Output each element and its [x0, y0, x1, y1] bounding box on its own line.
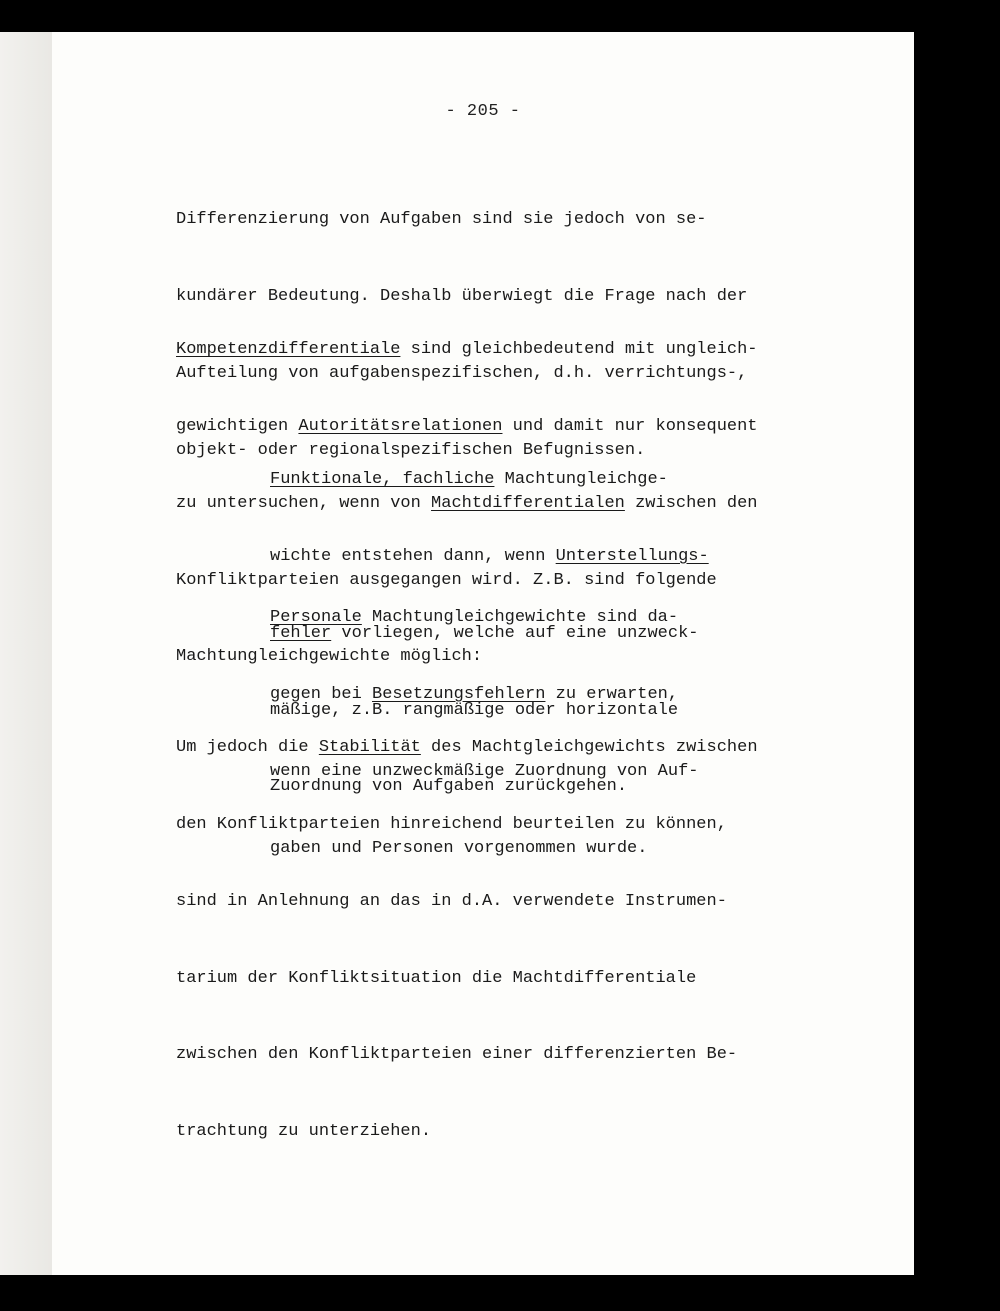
- text-line: kundärer Bedeutung. Deshalb überwiegt die Frage nach der: [176, 286, 748, 306]
- text-fragment: wichte entstehen dann, wenn: [270, 546, 556, 566]
- text-line: Zuordnung von Aufgaben zurückgehen.: [270, 777, 628, 797]
- underlined-term: Unterstellungs-: [555, 546, 709, 566]
- text-line: objekt- oder regionalspezifischen Befugnissen.: [176, 440, 646, 460]
- text-fragment: sind gleichbedeutend mit ungleich-: [400, 340, 758, 360]
- text-line: den Konfliktparteien hinreichend beurteilen zu können,: [176, 814, 727, 834]
- text-fragment: Um jedoch die: [176, 738, 319, 758]
- text-line: trachtung zu unterziehen.: [176, 1122, 432, 1142]
- text-fragment: gewichtigen: [176, 416, 299, 436]
- text-line: sind in Anlehnung an das in d.A. verwendete Instrumen-: [176, 891, 727, 911]
- text-fragment: zu untersuchen, wenn von: [176, 493, 432, 513]
- underlined-term: Autoritätsrelationen: [298, 416, 503, 436]
- text-line: wenn eine unzweckmäßige Zuordnung von Auf-: [270, 761, 699, 781]
- text-line: gaben und Personen vorgenommen wurde.: [270, 838, 648, 858]
- underlined-term: Machtdifferentialen: [431, 493, 625, 513]
- text-line: Konfliktparteien ausgegangen wird. Z.B. sind folgende: [176, 570, 717, 590]
- underlined-term: Besetzungsfehlern: [372, 684, 546, 704]
- text-fragment: des Machtgleichgewichts zwischen: [420, 738, 758, 758]
- underlined-term: Kompetenzdifferentiale: [176, 340, 401, 360]
- text-line: mäßige, z.B. rangmäßige oder horizontale: [270, 700, 679, 720]
- text-line: Machtungleichgewichte möglich:: [176, 647, 483, 667]
- text-fragment: vorliegen, welche auf eine unzweck-: [331, 623, 699, 643]
- text-line: [270, 605, 698, 631]
- text-fragment: zwischen den: [624, 493, 758, 513]
- underlined-term: Personale: [270, 608, 362, 628]
- text-line: Aufteilung von aufgabenspezifischen, d.h. verrichtungs-,: [176, 363, 748, 383]
- text-fragment: Machtungleichge-: [494, 470, 668, 490]
- page-number: - 205 -: [445, 102, 521, 121]
- text-fragment: zu erwarten,: [545, 684, 679, 704]
- text-line: [270, 467, 709, 493]
- paragraph-5: [176, 684, 758, 1196]
- text-line: zwischen den Konfliktparteien einer differenzierten Be-: [176, 1045, 738, 1065]
- text-fragment: Machtungleichgewichte sind da-: [361, 608, 679, 628]
- document-page: [52, 32, 914, 1275]
- binding-gutter: [0, 32, 52, 1275]
- text-fragment: und damit nur konsequent: [502, 416, 758, 436]
- underlined-term: fehler: [270, 623, 332, 643]
- text-line: [176, 735, 758, 761]
- text-line: Differenzierung von Aufgaben sind sie jedoch von se-: [176, 210, 707, 230]
- text-fragment: gegen bei: [270, 684, 373, 704]
- underlined-term: Stabilität: [318, 738, 421, 758]
- underlined-term: Funktionale, fachliche: [270, 470, 495, 490]
- text-line: [176, 337, 758, 363]
- text-line: tarium der Konfliktsituation die Machtdifferentiale: [176, 968, 697, 988]
